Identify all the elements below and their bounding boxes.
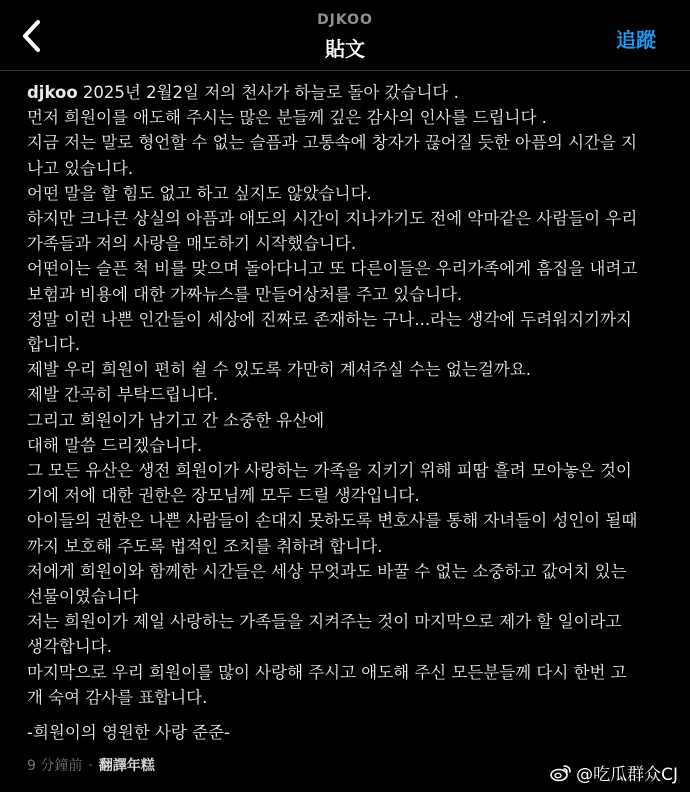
post-line: 가족들과 저의 사랑을 매도하기 시작했습니다. bbox=[27, 234, 357, 254]
post-line: 아이들의 권한은 나쁜 사람들이 손대지 못하도록 변호사를 통해 자녀들이 성인이 될때 bbox=[27, 511, 638, 531]
weibo-logo-icon bbox=[550, 764, 572, 782]
watermark-text: @吃瓜群众CJ bbox=[576, 765, 678, 785]
post-line: 지금 저는 말로 형언할 수 없는 슬픔과 고통속에 창자가 끊어질 듯한 아픔의 시간을 지 bbox=[27, 133, 638, 153]
post-line: 나고 있습니다. bbox=[27, 158, 134, 178]
page-title: 貼文 bbox=[325, 37, 365, 61]
post-line: 제발 간곡히 부탁드립니다. bbox=[27, 385, 219, 405]
post-signature: -희원이의 영원한 사랑 준준- bbox=[27, 723, 230, 742]
post-body bbox=[27, 80, 677, 710]
top-bar bbox=[0, 0, 690, 71]
post-line: 개 숙여 감사를 표합니다. bbox=[27, 687, 208, 707]
post-line: 까지 보호해 주도록 법적인 조치를 취하려 합니다. bbox=[27, 536, 383, 556]
post-line: 기에 저에 대한 권한은 장모님께 모두 드릴 생각입니다. bbox=[27, 486, 420, 506]
post-line: 정말 이런 나쁜 인간들이 세상에 진짜로 존재하는 구나...라는 생각에 두려워지기까지 bbox=[27, 309, 632, 329]
post-line: 마지막으로 우리 희원이를 많이 사랑해 주시고 애도해 주신 모든분들께 다시 한번 고 bbox=[27, 662, 627, 682]
meta-separator: · bbox=[88, 758, 93, 774]
post-line: 어떤이는 슬픈 척 비를 맞으며 돌아다니고 또 다른이들은 우리가족에게 흠집을 내려고 bbox=[27, 259, 638, 279]
post-timestamp: 9 分鐘前 bbox=[27, 758, 83, 774]
post-meta bbox=[27, 756, 155, 776]
post-line: 선물이였습니다 bbox=[27, 587, 139, 607]
post-line: 제발 우리 희원이 편히 쉴 수 있도록 가만히 계셔주실 수는 없는걸까요. bbox=[27, 360, 531, 380]
post-line: 어떤 말을 할 힘도 없고 하고 싶지도 않았습니다. bbox=[27, 183, 372, 203]
post-line: 대해 말씀 드리겠습니다. bbox=[27, 435, 203, 455]
post-first-line bbox=[27, 80, 677, 105]
post-line: 보험과 비용에 대한 가짜뉴스를 만들어상처를 주고 있습니다. bbox=[27, 284, 463, 304]
post-line: 그리고 희원이가 남기고 간 소중한 유산에 bbox=[27, 410, 325, 430]
watermark bbox=[550, 760, 678, 785]
post-line: 합니다. bbox=[27, 335, 81, 355]
post-line: 하지만 크나큰 상실의 아픔과 애도의 시간이 지나가기도 전에 악마같은 사람들이 우리 bbox=[27, 209, 638, 229]
author-handle[interactable]: djkoo bbox=[27, 83, 78, 102]
post-line: 2025년 2월2일 저의 천사가 하늘로 돌아 갔습니다 . bbox=[77, 83, 459, 102]
post-line: 저는 희원이가 제일 사랑하는 가족들을 지켜주는 것이 마지막으로 제가 할 일이라고 bbox=[27, 612, 622, 632]
translate-button[interactable]: 翻譯年糕 bbox=[98, 758, 155, 774]
follow-button[interactable]: 追蹤 bbox=[616, 28, 656, 52]
post-line: 그 모든 유산은 생전 희원이가 사랑하는 가족을 지키기 위해 피땀 흘려 모아놓은 것이 bbox=[27, 461, 632, 481]
post-line: 먼저 희원이를 애도해 주시는 많은 분들께 깊은 감사의 인사를 드립니다 . bbox=[27, 108, 547, 128]
header-username: DJKOO bbox=[317, 12, 373, 28]
post-line: 생각합니다. bbox=[27, 637, 112, 657]
post-line: 저에게 희원이와 함께한 시간들은 세상 무엇과도 바꿀 수 없는 소중하고 값어치 있는 bbox=[27, 561, 627, 581]
